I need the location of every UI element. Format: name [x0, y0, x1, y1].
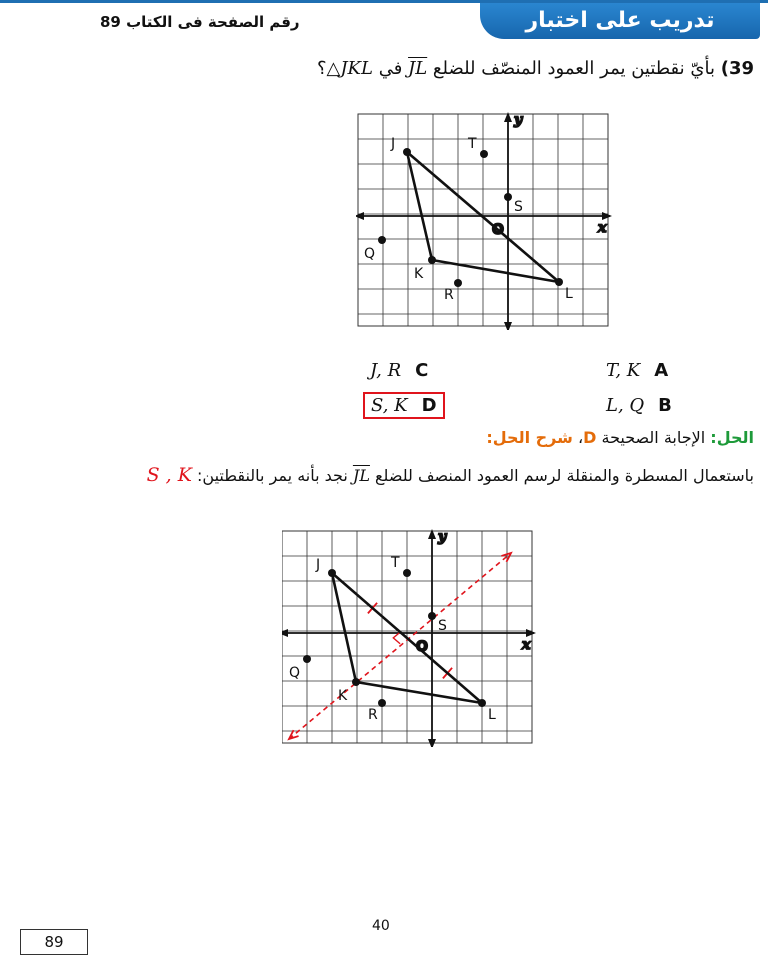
- graph-points: [289, 555, 496, 723]
- point-j-dot: [403, 148, 411, 156]
- header: [0, 0, 768, 44]
- point-l-dot: [478, 699, 486, 707]
- point-q-dot: [378, 236, 386, 244]
- point-t-dot: [403, 569, 411, 577]
- origin-label: O: [416, 639, 428, 655]
- answer-points: S , K: [146, 464, 192, 486]
- section-title: تدريب على اختبار: [480, 3, 760, 39]
- book-page-label: رقم الصفحة فى الكتاب 89: [100, 13, 300, 31]
- point-k-dot: [428, 256, 436, 264]
- choice-d-value: S, K: [371, 395, 408, 416]
- choice-c-letter: C: [415, 360, 429, 381]
- x-arrow-right: [602, 212, 612, 220]
- point-t-dot: [480, 150, 488, 158]
- point-j-label: J: [391, 136, 396, 152]
- solution-line: [14, 428, 754, 447]
- point-k-label: K: [414, 266, 424, 282]
- point-r-label: R: [444, 287, 454, 303]
- point-q-dot: [303, 655, 311, 663]
- point-j-dot: [328, 569, 336, 577]
- point-l-label: L: [488, 707, 496, 723]
- solution-graph: [282, 527, 538, 747]
- point-k-label: K: [338, 688, 348, 704]
- x-arrow-left: [356, 212, 364, 220]
- point-s-label: S: [438, 618, 447, 634]
- point-j-label: J: [316, 557, 321, 573]
- explain-after: نجد بأنه يمر بالنقطتين:: [191, 466, 353, 485]
- point-r-label: R: [368, 707, 378, 723]
- choice-d-correct[interactable]: [363, 392, 445, 419]
- x-arrow-left: [282, 629, 288, 637]
- point-q-label: Q: [364, 246, 376, 262]
- question-text-mid: في: [372, 58, 409, 79]
- choice-c-value: J, R: [370, 360, 402, 381]
- choice-b-letter: B: [658, 395, 672, 416]
- y-axis-label: y: [438, 529, 447, 545]
- x-arrow-right: [526, 629, 536, 637]
- question-triangle: △JKL: [326, 58, 373, 79]
- explanation: [10, 464, 754, 486]
- question-text-before: بأيّ نقطتين يمر العمود المنصّف للضلع: [427, 58, 715, 79]
- point-r-dot: [454, 279, 462, 287]
- point-t-label: T: [468, 136, 477, 152]
- choice-c[interactable]: [370, 360, 428, 381]
- point-s-dot: [428, 612, 436, 620]
- choice-a[interactable]: [606, 360, 668, 381]
- book-page-box: 89: [20, 929, 88, 955]
- question-segment: $\overline{JL}$: [408, 58, 428, 79]
- point-r-dot: [378, 699, 386, 707]
- choice-d-letter: D: [421, 395, 437, 416]
- choice-b-value: L, Q: [606, 395, 645, 416]
- solution-answer-letter: D: [583, 428, 597, 447]
- point-s-label: S: [514, 199, 523, 215]
- page-number: 40: [372, 918, 390, 934]
- solution-label: الحل:: [710, 428, 754, 447]
- origin-label: O: [492, 222, 504, 238]
- y-axis-label: y: [514, 112, 523, 128]
- solution-sep: ،: [572, 428, 584, 447]
- question-number: 39): [720, 58, 754, 79]
- choice-a-letter: A: [654, 360, 669, 381]
- explain-segment: $\overline{JL}$: [352, 466, 370, 485]
- explanation-label: شرح الحل:: [486, 428, 573, 447]
- solution-answer-text: الإجابة الصحيحة: [596, 428, 711, 447]
- point-k-dot: [352, 678, 360, 686]
- explain-before: باستعمال المسطرة والمنقلة لرسم العمود المنصف للضلع: [369, 466, 754, 485]
- choice-b[interactable]: [606, 395, 672, 416]
- point-l-label: L: [565, 286, 573, 302]
- x-axis-label: x: [522, 637, 531, 653]
- question: [14, 58, 754, 79]
- question-mark: ؟: [316, 58, 327, 79]
- x-axis-label: x: [598, 220, 607, 236]
- point-t-label: T: [391, 555, 400, 571]
- point-s-dot: [504, 193, 512, 201]
- question-graph: [356, 110, 612, 330]
- point-l-dot: [555, 278, 563, 286]
- choice-a-value: T, K: [606, 360, 641, 381]
- point-q-label: Q: [289, 665, 301, 681]
